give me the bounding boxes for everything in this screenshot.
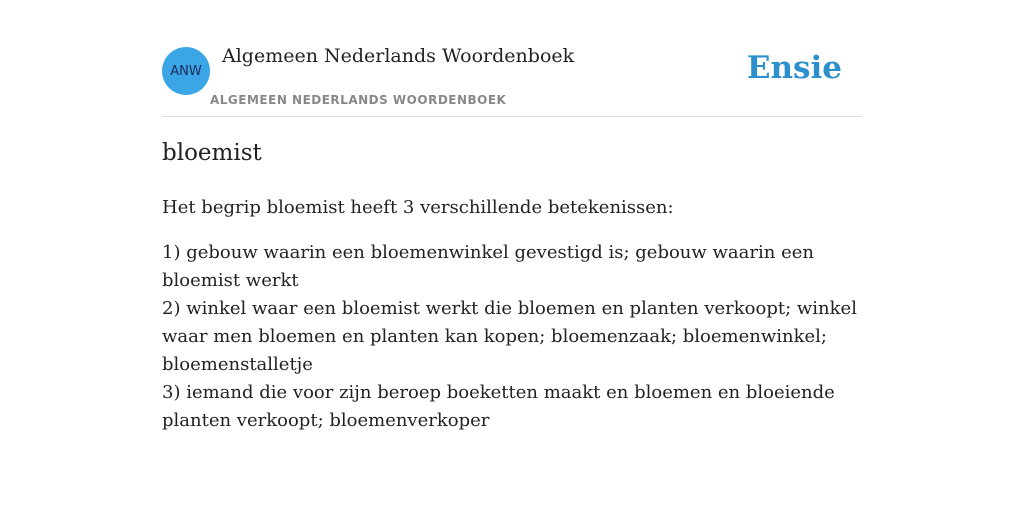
meaning-item: 3) iemand die voor zijn beroep boeketten maakt en bloemen en bloeiende planten verkoopt; bloemenverkoper <box>162 382 835 431</box>
dictionary-subtitle: ALGEMEEN NEDERLANDS WOORDENBOEK <box>210 93 507 107</box>
header <box>162 0 862 117</box>
meanings-list <box>162 239 862 435</box>
meaning-item: 2) winkel waar een bloemist werkt die bloemen en planten verkoopt; winkel waar men bloemen en planten kan kopen; bloemenzaak; bloemenwinkel; bloemenstalletje <box>162 298 857 375</box>
logo-text: ANW <box>170 63 202 79</box>
meaning-item: 1) gebouw waarin een bloemenwinkel gevestigd is; gebouw waarin een bloemist werkt <box>162 242 814 291</box>
anw-logo[interactable] <box>162 47 210 95</box>
page <box>162 0 862 512</box>
entry-intro: Het begrip bloemist heeft 3 verschillende betekenissen: <box>162 197 674 218</box>
entry-word: bloemist <box>162 140 262 166</box>
ensie-brand-logo[interactable]: Ensie <box>746 50 842 86</box>
dictionary-title[interactable]: Algemeen Nederlands Woordenboek <box>222 45 575 67</box>
